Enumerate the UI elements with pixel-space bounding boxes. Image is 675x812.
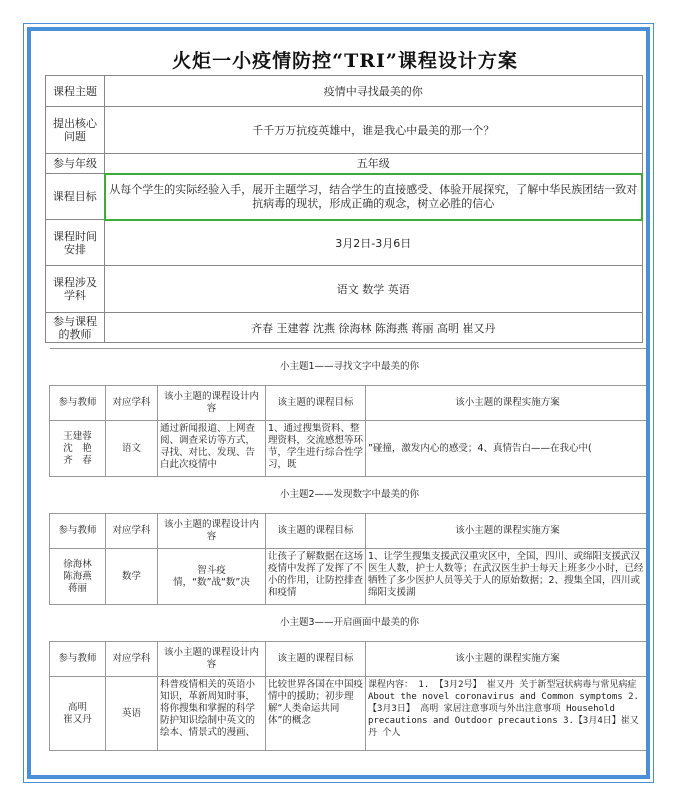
subtheme-heading: 小主题1——寻找文字中最美的你 [50,349,650,386]
info-row-grade [46,154,643,174]
column-header: 该小主题的课程实施方案 [366,642,650,677]
info-label: 课程时间安排 [46,220,105,266]
subtheme-heading: 小主题3——开启画面中最美的你 [50,605,650,642]
info-label: 参与课程的教师 [46,313,105,343]
goal-cell [266,677,366,751]
info-label: 课程目标 [46,174,105,220]
document-frame [27,27,650,779]
info-value: 千千万万抗疫英雄中，谁是我心中最美的那一个？ [105,107,643,154]
subject-cell: 数学 [106,549,158,605]
column-header: 该主题的课程目标 [266,514,366,549]
column-header: 参与教师 [50,386,106,421]
document-title: 火炬一小疫情防控“TRI”课程设计方案 [172,50,518,72]
column-header: 参与教师 [50,642,106,677]
teachers-cell: 王建蓉 沈 艳 齐 春 [50,421,106,477]
info-row-question [46,107,643,154]
info-value: 语文 数学 英语 [105,266,643,313]
plan-cell [366,549,650,605]
column-header-row [50,386,650,421]
info-row-goal [46,174,643,220]
subtheme-table [49,348,650,751]
table-row [50,421,650,477]
info-label: 课程主题 [46,76,105,107]
plan-cell [366,677,650,751]
info-row-teachers [46,313,643,343]
column-header: 该小主题的课程实施方案 [366,514,650,549]
column-header: 对应学科 [106,386,158,421]
teachers-cell: 高明 崔又丹 [50,677,106,751]
subject-cell: 语文 [106,421,158,477]
course-info-table [45,75,643,343]
goal-cell [266,421,366,477]
table-row [50,677,650,751]
content-text: 科普疫情相关的英语小知识，革新周知时事，将你搜集和掌握的科学防护知识绘制中英文的绘本、情景式的漫画、 [160,678,256,738]
subtheme-heading: 小主题2——发现数字中最美的你 [50,477,650,514]
column-header-row [50,514,650,549]
column-header: 参与教师 [50,514,106,549]
teachers-cell: 徐海林 陈海燕 蒋丽 [50,549,106,605]
column-header: 对应学科 [106,642,158,677]
info-row-schedule [46,220,643,266]
info-value: 疫情中寻找最美的你 [105,76,643,107]
column-header: 该主题的课程目标 [266,642,366,677]
goal-text: 让孩子了解数据在这场疫情中发挥了发挥了不小的作用，让防控排查和疫情 [268,550,363,598]
info-value: 齐春 王建蓉 沈燕 徐海林 陈海燕 蒋丽 高明 崔又丹 [105,313,643,343]
info-label: 参与年级 [46,154,105,174]
column-header: 该小主题的课程设计内容 [158,386,266,421]
subtheme-section [49,348,644,751]
goal-text: 比较世界各国在中国疫情中的援助；初步理解“人类命运共同体”的概念 [268,678,363,726]
info-label: 提出核心问题 [46,107,105,154]
column-header: 该主题的课程目标 [266,386,366,421]
table-row [50,549,650,605]
plan-cell: ”碰撞，激发内心的感受；4、真情告白——在我心中( [366,421,650,477]
column-header: 对应学科 [106,514,158,549]
subject-cell: 英语 [106,677,158,751]
column-header-row [50,642,650,677]
column-header: 该小主题的课程设计内容 [158,642,266,677]
goal-text: 1、通过搜集资料、整理资料，交流感想等环节，学生进行综合性学习，既 [268,422,363,470]
info-value: 五年级 [105,154,643,174]
info-value: 从每个学生的实际经验入手，展开主题学习，结合学生的直接感受、体验开展探究，了解中华民族团结一致对抗病毒的现状，形成正确的观念，树立必胜的信心 [105,174,643,220]
content-cell: 智斗疫情，“数”战“数”决 [158,549,266,605]
info-row-subjects [46,266,643,313]
plan-text: 1、让学生搜集支援武汉重灾区中，全国，四川、或绵阳支援武汉医生人数，护士人数等；在武汉医生护士每天上班多少小时，已经牺牲了多少医护人员等关于人的原始数据；2、搜集全国，四川或绵阳支援湖 [368,550,644,598]
content-cell [158,421,266,477]
info-row-theme [46,76,643,107]
content-text: 通过新闻报道、上网查阅、调查采访等方式，寻找、对比、发现、告白此次疫情中 [160,422,256,470]
column-header: 该小主题的课程设计内容 [158,514,266,549]
plan-text: 课程内容： 1. 【3月2号】 崔又丹 关于新型冠状病毒与常见病症About the novel coronavirus and Common symptoms 2.【3月3日】 高明 家居注意事项与外出注意事项 Household precautions and Outdoor precautions 3.【3月4日】崔又丹 个人 [368,679,639,738]
info-value: 3月2日-3月6日 [105,220,643,266]
column-header: 该小主题的课程实施方案 [366,386,650,421]
content-cell [158,677,266,751]
goal-cell [266,549,366,605]
info-label: 课程涉及学科 [46,266,105,313]
